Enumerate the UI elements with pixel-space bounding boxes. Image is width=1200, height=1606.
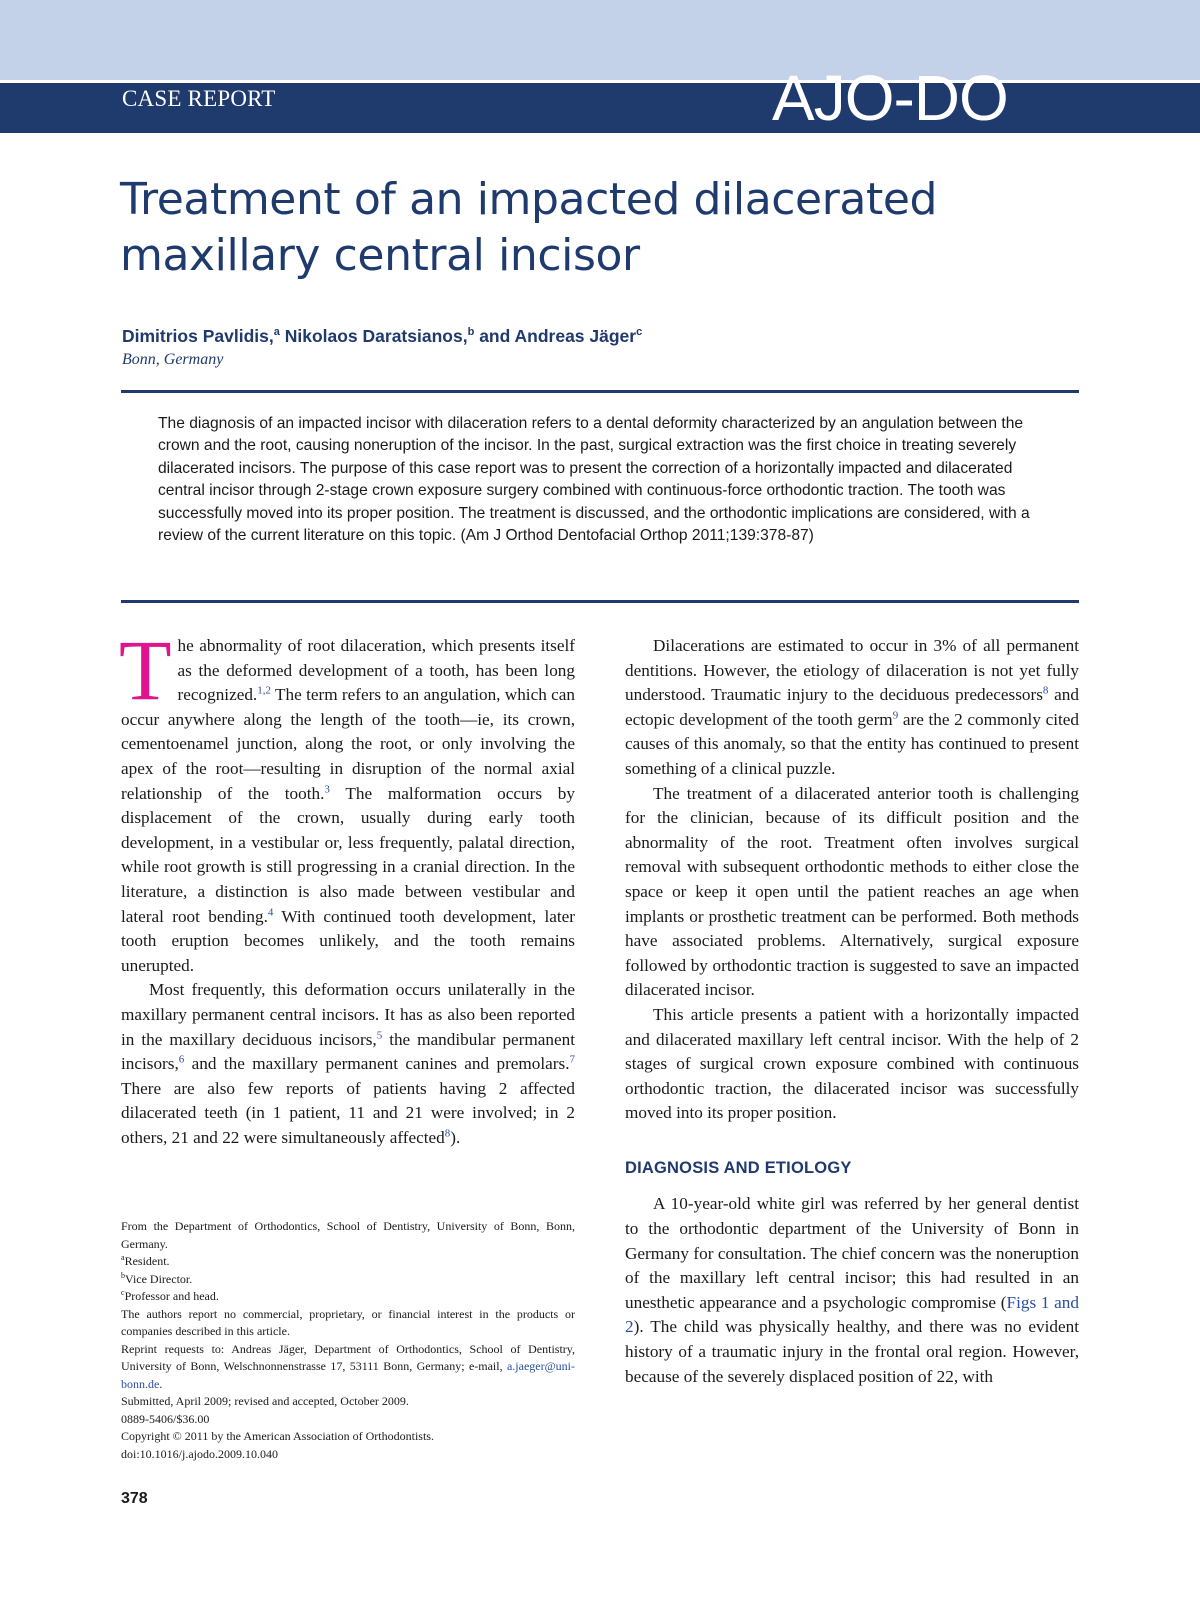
body-paragraph bbox=[121, 978, 575, 1150]
text-run: and ectopic development of the tooth germ bbox=[625, 685, 1079, 729]
footnote-mark: a bbox=[121, 1253, 125, 1262]
reference-link[interactable]: 8 bbox=[1042, 684, 1049, 697]
footnote-mark: c bbox=[121, 1288, 125, 1297]
reference-link[interactable]: 1,2 bbox=[257, 684, 271, 697]
author-name: Nikolaos Daratsianos, bbox=[284, 326, 468, 346]
body-column-left bbox=[119, 622, 576, 1150]
abstract-text: The diagnosis of an impacted incisor with dilaceration refers to a dental deformity characterized by an angulation between the crown and the root, causing noneruption of the incisor. In the past, surgical extraction was the first choice in treating severely dilacerated incisors. The purpose of this case report was to present the correction of a horizontally impacted and dilacerated central incisor through 2-stage crown exposure surgery combined with continuous-force orthodontic traction. The tooth was successfully moved into its proper position. The treatment is discussed, and the orthodontic implications are considered, with a review of the current literature on this topic. bbox=[158, 415, 1030, 545]
author-list bbox=[122, 326, 642, 347]
footnote-disclosure: The authors report no commercial, proprietary, or financial interest in the products or companies described in this article. bbox=[121, 1306, 575, 1338]
text-run: he abnormality of root dilaceration, which presents itself as the deformed development of a tooth, has been long recognized. bbox=[177, 636, 575, 705]
section-label: CASE REPORT bbox=[122, 86, 276, 111]
text-run: Most frequently, this deformation occurs unilaterally in the maxillary permanent central incisors. It has as also been reported in the maxillary deciduous incisors, bbox=[121, 980, 575, 1049]
text-run: Dilacerations are estimated to occur in 3% of all permanent dentitions. However, the etiology of dilaceration is not yet fully understood. Traumatic injury to the deciduous predecessors bbox=[625, 636, 1079, 705]
footnote-doi[interactable]: doi:10.1016/j.ajodo.2009.10.040 bbox=[121, 1446, 278, 1461]
text-run: the mandibular permanent incisors, bbox=[121, 1029, 575, 1074]
figure-link[interactable]: Figs 1 and 2 bbox=[625, 1292, 1079, 1337]
footnote-text: Resident. bbox=[124, 1254, 170, 1268]
reference-link[interactable]: 5 bbox=[376, 1028, 383, 1041]
author-name: Dimitrios Pavlidis, bbox=[122, 326, 274, 346]
email-link[interactable]: a.jaeger@uni-bonn.de bbox=[121, 1359, 575, 1391]
body-paragraph bbox=[625, 634, 1079, 782]
body-paragraph bbox=[625, 1192, 1079, 1389]
footnote-text: . bbox=[159, 1376, 163, 1391]
author-affiliation: Bonn, Germany bbox=[122, 351, 224, 368]
reference-link[interactable]: 9 bbox=[892, 709, 899, 722]
text-run: The term refers to an angulation, which can occur anywhere along the length of the tooth—ie, its crown, cementoenamel junction, along the root, or only involving the apex of the root—resulting in disruption of the normal axial relationship of the tooth. bbox=[121, 685, 575, 803]
footnote-a bbox=[121, 1253, 575, 1271]
footnote-b bbox=[121, 1271, 575, 1289]
footnote-copyright: Copyright © 2011 by the American Association of Orthodontists. bbox=[121, 1429, 434, 1443]
reference-link[interactable]: 7 bbox=[569, 1053, 575, 1066]
abstract-bottom-rule bbox=[121, 600, 1079, 603]
reference-link[interactable]: 3 bbox=[324, 782, 330, 795]
section-heading: DIAGNOSIS AND ETIOLOGY bbox=[625, 1158, 852, 1177]
body-paragraph: This article presents a patient with a horizontally impacted and dilacerated maxillary left central incisor. With the help of 2 stages of surgical crown exposure combined with continuous orthodontic traction, the dilacerated incisor was successfully moved into its proper position. bbox=[625, 1004, 1079, 1123]
text-run: A 10-year-old white girl was referred by her general dentist to the orthodontic department of the University of Bonn in Germany for consultation. The chief concern was the noneruption of the maxillary left central incisor; this had resulted in an unesthetic appearance and a psychologic compromise ( bbox=[625, 1194, 1079, 1312]
footnotes bbox=[121, 1218, 575, 1463]
footnote-c bbox=[121, 1288, 575, 1306]
footnote-department: From the Department of Orthodontics, School of Dentistry, University of Bonn, Bonn, Germany. bbox=[121, 1219, 575, 1251]
abstract-citation: (Am J Orthod Dentofacial Orthop 2011;139:378-87) bbox=[460, 527, 814, 545]
text-run: With continued tooth development, later tooth eruption becomes unlikely, and the tooth remains unerupted. bbox=[121, 906, 576, 975]
author-mark: b bbox=[467, 326, 475, 339]
author-name: and Andreas Jäger bbox=[479, 326, 637, 346]
footnote-reprint bbox=[121, 1341, 575, 1394]
text-run: ). The child was physically healthy, and there was no evident history of a traumatic injury in the frontal oral region. However, because of the severely displaced position of 22, with bbox=[625, 1317, 1079, 1386]
article-title: Treatment of an impacted dilacerated maxillary central incisor bbox=[120, 174, 938, 281]
text-run: and the maxillary permanent canines and premolars. bbox=[184, 1054, 570, 1074]
author-mark: c bbox=[636, 326, 643, 339]
abstract bbox=[158, 413, 1043, 547]
text-run: The malformation occurs by displacement of the crown, usually during early tooth development, in a vestibular or, less frequently, palatal direction, while root growth is still progressing in a cranial direction. In the literature, a distinction is also made between vestibular and lateral root bending. bbox=[121, 783, 575, 926]
reference-link[interactable]: 4 bbox=[267, 905, 274, 918]
footnote-submitted: Submitted, April 2009; revised and accepted, October 2009. bbox=[121, 1394, 409, 1408]
author-mark: a bbox=[273, 326, 280, 339]
text-run: ). bbox=[450, 1127, 461, 1147]
body-column-right bbox=[625, 634, 1079, 1389]
body-paragraph: The treatment of a dilacerated anterior tooth is challenging for the clinician, because of its difficult position and the abnormality of the root. Treatment often involves surgical removal with subsequent orthodontic methods to either close the space or keep it open until the patient reaches an age when implants or prosthetic treatment can be performed. Both methods have associated problems. Alternatively, surgical exposure followed by orthodontic traction is suggested to save an impacted dilacerated incisor. bbox=[625, 783, 1079, 1000]
drop-cap: T bbox=[119, 622, 172, 718]
page-number: 378 bbox=[121, 1490, 148, 1507]
text-run: There are also few reports of patients having 2 affected dilacerated teeth (in 1 patient, 11 and 21 were involved; in 2 others, 21 and 22 were simultaneously affected bbox=[121, 1078, 575, 1147]
text-run: are the 2 commonly cited causes of this anomaly, so that the entity has continued to present something of a clinical puzzle. bbox=[625, 709, 1079, 778]
reference-link[interactable]: 8 bbox=[444, 1127, 451, 1140]
footnote-text: Reprint requests to: Andreas Jäger, Department of Orthodontics, School of Dentistry, University of Bonn, Welschnonnenstrasse 17, 53111 Bonn, Germany; e-mail, bbox=[121, 1341, 575, 1373]
footnote-text: Vice Director. bbox=[125, 1271, 193, 1286]
abstract-top-rule bbox=[121, 390, 1079, 393]
reference-link[interactable]: 6 bbox=[178, 1053, 185, 1066]
journal-logo: AJO-DO bbox=[772, 62, 1008, 134]
footnote-issn: 0889-5406/$36.00 bbox=[121, 1411, 210, 1426]
footnote-mark: b bbox=[121, 1270, 125, 1280]
header-top-band bbox=[0, 0, 1200, 80]
footnote-text: Professor and head. bbox=[124, 1289, 219, 1303]
body-paragraph bbox=[119, 622, 576, 978]
